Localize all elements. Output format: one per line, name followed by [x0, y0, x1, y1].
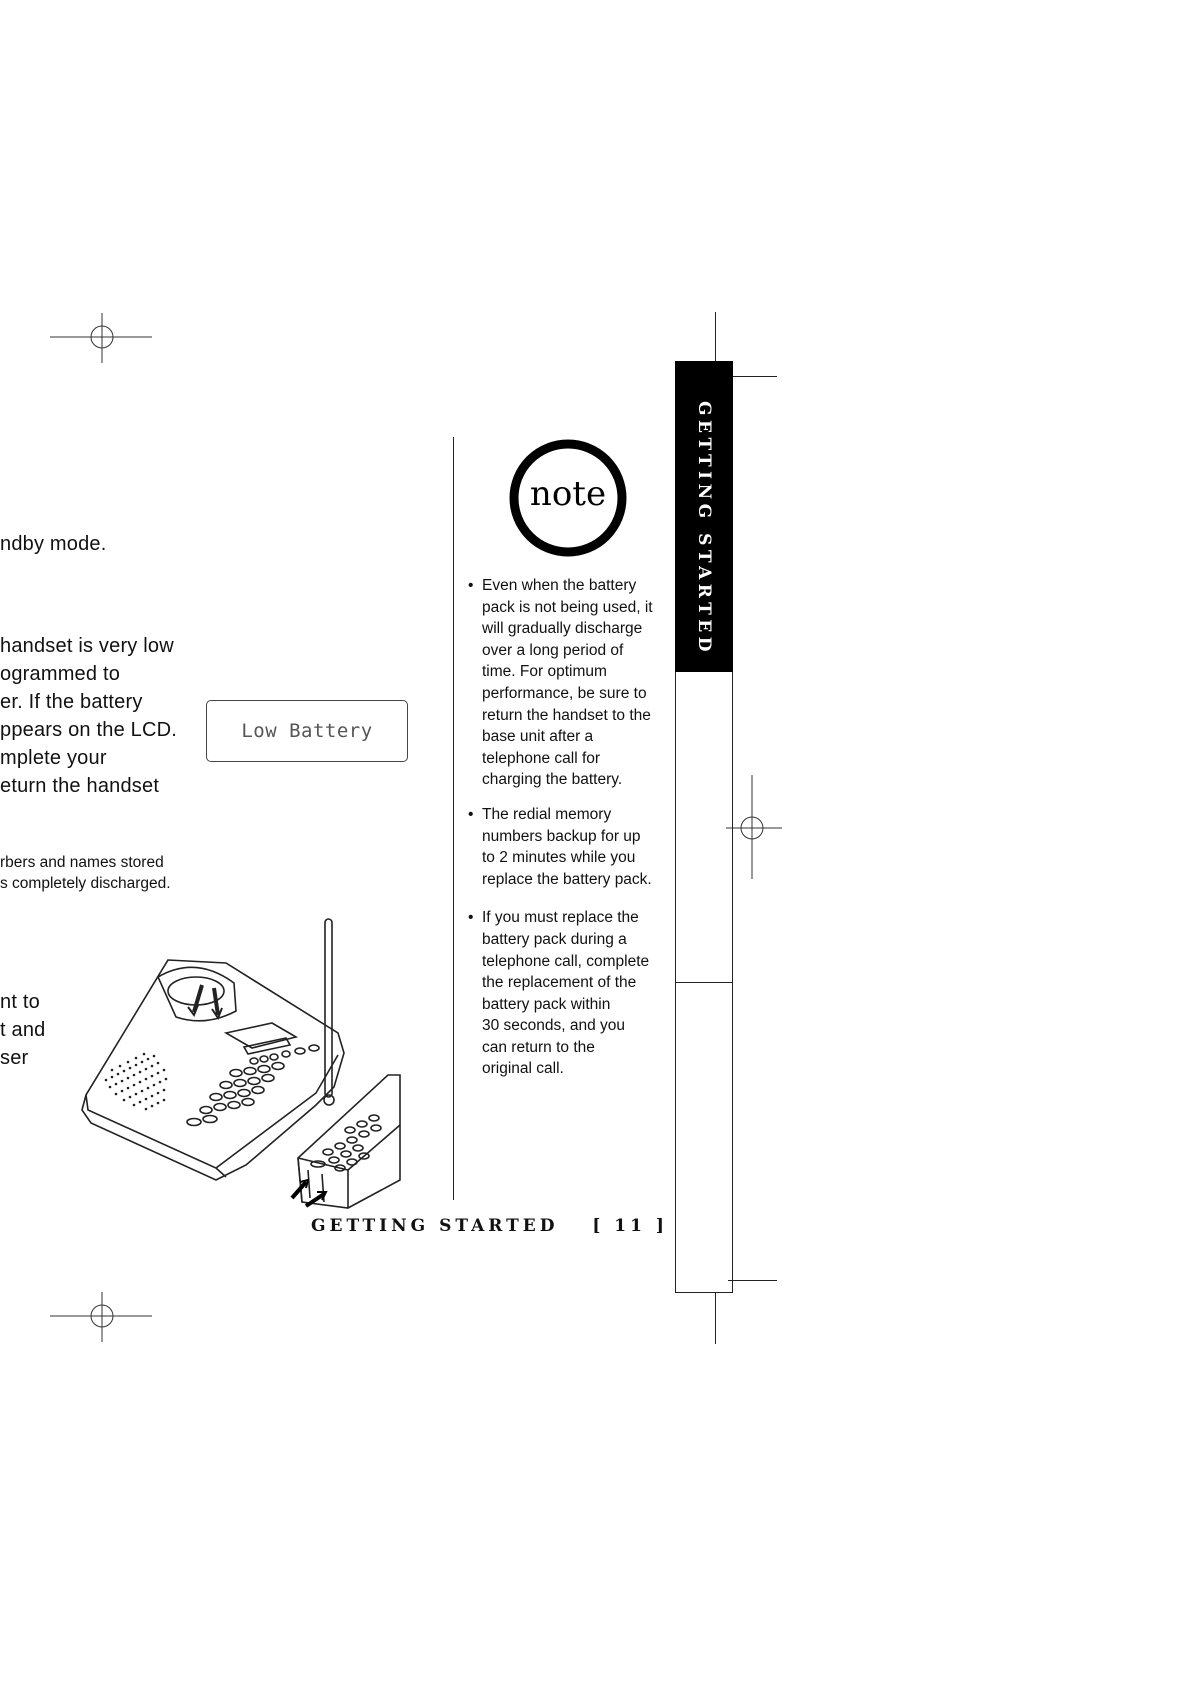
paragraph-line: t and: [0, 1019, 46, 1041]
memory-note-line: s completely discharged.: [0, 875, 171, 892]
note-line: original call.: [482, 1060, 564, 1078]
registration-mark-icon: [50, 313, 154, 369]
note-item: [468, 575, 683, 791]
note-line: can return to the: [482, 1038, 595, 1056]
bullet: •: [468, 805, 474, 823]
section-tab-title: GETTING STARTED: [694, 401, 714, 656]
note-line: replace the battery pack.: [482, 870, 652, 888]
memory-note-line: rbers and names stored: [0, 854, 164, 871]
note-line: Even when the battery: [482, 577, 637, 594]
note-line: to 2 minutes while you: [482, 849, 636, 867]
lcd-display-text: Low Battery: [241, 720, 373, 742]
note-line: return the handset to the: [482, 706, 651, 724]
note-line: charging the battery.: [482, 771, 623, 789]
note-line: telephone call, complete: [482, 952, 650, 970]
notes-list: [468, 575, 683, 1093]
note-line: performance, be sure to: [482, 684, 647, 702]
crop-line: [715, 312, 716, 362]
paragraph-line: ser: [0, 1047, 29, 1069]
paragraph-line: ogrammed to: [0, 663, 121, 685]
footer-label: GETTING STARTED: [311, 1216, 559, 1236]
paragraph-line: nt to: [0, 991, 40, 1013]
tab-border-bottom: [675, 1292, 733, 1293]
paragraph-line: handset is very low: [0, 635, 174, 657]
note-line: the replacement of the: [482, 974, 637, 992]
note-line: 30 seconds, and you: [482, 1017, 626, 1035]
crop-line: [728, 1280, 777, 1281]
note-line: will gradually discharge: [482, 620, 643, 638]
paragraph-line: eturn the handset: [0, 775, 160, 797]
column-divider: [453, 437, 454, 1200]
lcd-display: [206, 700, 408, 762]
crop-line: [733, 376, 777, 377]
note-item: [468, 907, 683, 1080]
page-footer: [311, 1216, 668, 1236]
handset-illustration: [288, 1070, 402, 1210]
crop-line: [715, 1293, 716, 1344]
bullet: •: [468, 577, 474, 594]
note-line: base unit after a: [482, 728, 594, 746]
note-line: over a long period of: [482, 641, 624, 659]
note-line: The redial memory: [482, 805, 612, 823]
section-tab: [675, 361, 733, 672]
note-label: note: [529, 474, 607, 514]
page-number: [ 11 ]: [592, 1216, 668, 1236]
memory-note: [0, 852, 171, 894]
standby-line: ndby mode.: [0, 533, 107, 555]
paragraph-line: ppears on the LCD.: [0, 719, 178, 741]
low-battery-paragraph: [0, 632, 177, 800]
note-line: time. For optimum: [482, 663, 607, 681]
paragraph-line: mplete your: [0, 747, 107, 769]
tab-divider: [675, 982, 733, 983]
lower-paragraph: [0, 988, 45, 1072]
registration-mark-icon: [50, 1292, 154, 1348]
note-line: If you must replace the: [482, 909, 639, 927]
note-line: telephone call for: [482, 749, 601, 767]
note-line: pack is not being used, it: [482, 598, 653, 616]
bullet: •: [468, 909, 474, 927]
note-item: [468, 804, 683, 890]
registration-mark-icon: [726, 775, 786, 879]
note-line: numbers backup for up: [482, 827, 641, 845]
note-line: battery pack within: [482, 995, 611, 1013]
note-line: battery pack during a: [482, 930, 627, 948]
paragraph-line: er. If the battery: [0, 691, 143, 713]
